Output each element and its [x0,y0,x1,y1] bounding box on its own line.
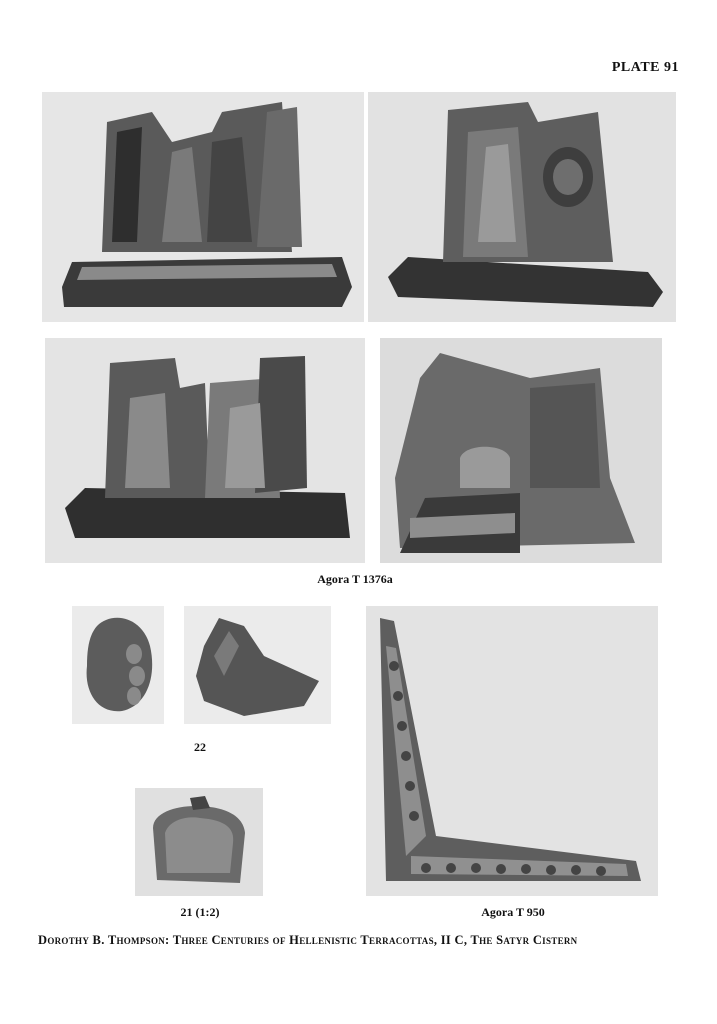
photo-t1376a-side-right [380,338,662,563]
photo-21 [135,788,263,896]
photo-t1376a-front [42,92,364,322]
caption-agora-t950: Agora T 950 [481,905,545,919]
photo-22-fragment-a [72,606,164,724]
caption-agora-t1376a: Agora T 1376a [317,572,393,586]
plate-number: PLATE 91 [611,60,679,75]
photo-t1376a-back [368,92,676,322]
photo-22-fragment-b [184,606,331,724]
photo-t1376a-side-left [45,338,365,563]
caption-22: 22 [194,740,206,754]
photo-agora-t950 [366,606,658,896]
page-footer: Dorothy B. Thompson: Three Centuries of Hellenistic Terracottas, II C, The Satyr Cistern [38,933,578,947]
caption-21: 21 (1:2) [180,905,220,919]
